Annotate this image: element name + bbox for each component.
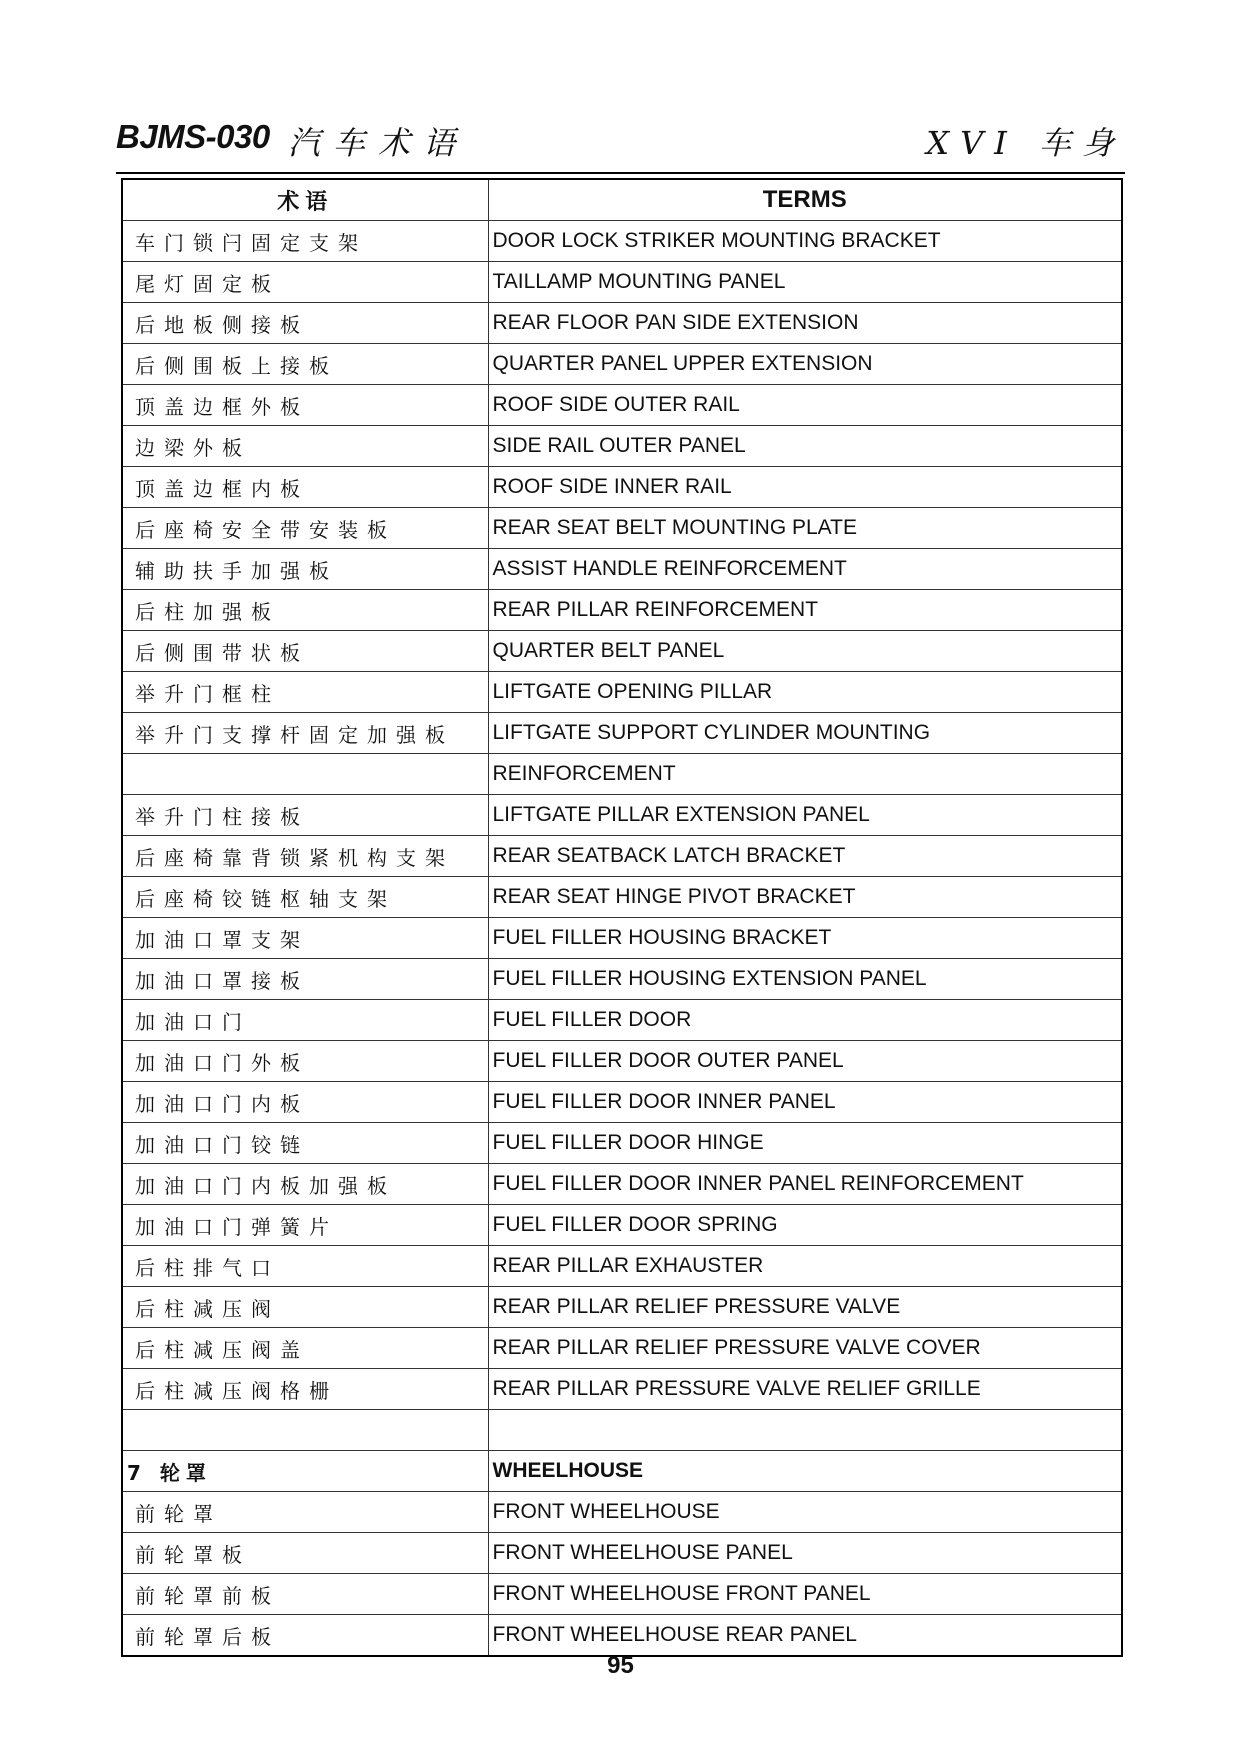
table-row (122, 836, 1122, 877)
term-chinese: 加油口门弹簧片 (122, 1205, 488, 1246)
term-chinese: 辅助扶手加强板 (122, 549, 488, 590)
table-row (122, 754, 1122, 795)
term-english: REAR SEAT BELT MOUNTING PLATE (488, 508, 1122, 549)
term-english: QUARTER BELT PANEL (488, 631, 1122, 672)
table-row (122, 262, 1122, 303)
page-header (116, 112, 1125, 172)
term-english: FUEL FILLER DOOR HINGE (488, 1123, 1122, 1164)
table-row (122, 1410, 1122, 1451)
term-chinese: 前轮罩前板 (122, 1574, 488, 1615)
table-row (122, 1246, 1122, 1287)
term-english: REAR PILLAR EXHAUSTER (488, 1246, 1122, 1287)
term-chinese: 后侧围板上接板 (122, 344, 488, 385)
term-chinese: 加油口门铰链 (122, 1123, 488, 1164)
table-row (122, 1533, 1122, 1574)
term-chinese: 车门锁闩固定支架 (122, 221, 488, 262)
table-row (122, 1287, 1122, 1328)
table-row (122, 385, 1122, 426)
term-english: FRONT WHEELHOUSE FRONT PANEL (488, 1574, 1122, 1615)
term-english: FUEL FILLER DOOR OUTER PANEL (488, 1041, 1122, 1082)
term-chinese: 后柱排气口 (122, 1246, 488, 1287)
term-chinese: 后座椅安全带安装板 (122, 508, 488, 549)
table-row (122, 672, 1122, 713)
term-chinese: 后柱加强板 (122, 590, 488, 631)
table-row (122, 1205, 1122, 1246)
table-row (122, 303, 1122, 344)
header-rule (116, 172, 1125, 174)
term-english: LIFTGATE SUPPORT CYLINDER MOUNTING (488, 713, 1122, 754)
table-row (122, 549, 1122, 590)
table-row (122, 467, 1122, 508)
term-chinese: 加油口门内板 (122, 1082, 488, 1123)
term-english: ASSIST HANDLE REINFORCEMENT (488, 549, 1122, 590)
section-heading-row (122, 1451, 1122, 1492)
term-chinese: 后座椅铰链枢轴支架 (122, 877, 488, 918)
term-english: DOOR LOCK STRIKER MOUNTING BRACKET (488, 221, 1122, 262)
table-row (122, 631, 1122, 672)
terms-table (121, 178, 1123, 1657)
term-english: ROOF SIDE OUTER RAIL (488, 385, 1122, 426)
table-row (122, 1041, 1122, 1082)
term-english: TAILLAMP MOUNTING PANEL (488, 262, 1122, 303)
term-english: REAR PILLAR RELIEF PRESSURE VALVE (488, 1287, 1122, 1328)
term-chinese: 顶盖边框外板 (122, 385, 488, 426)
page-number: 95 (607, 1652, 634, 1679)
term-chinese: 边梁外板 (122, 426, 488, 467)
table-row (122, 918, 1122, 959)
table-row (122, 1369, 1122, 1410)
term-chinese: 加油口门外板 (122, 1041, 488, 1082)
term-chinese: 加油口罩接板 (122, 959, 488, 1000)
term-english: FRONT WHEELHOUSE REAR PANEL (488, 1615, 1122, 1657)
section-title: XVI 车身 (926, 124, 1125, 162)
table-row (122, 877, 1122, 918)
term-chinese: 前轮罩后板 (122, 1615, 488, 1657)
term-chinese: 前轮罩 (122, 1492, 488, 1533)
table-row (122, 1574, 1122, 1615)
table-row (122, 1492, 1122, 1533)
term-chinese: 后地板侧接板 (122, 303, 488, 344)
table-row (122, 1123, 1122, 1164)
term-english: REINFORCEMENT (488, 754, 1122, 795)
term-english: QUARTER PANEL UPPER EXTENSION (488, 344, 1122, 385)
term-english: FUEL FILLER HOUSING EXTENSION PANEL (488, 959, 1122, 1000)
term-english: FUEL FILLER DOOR INNER PANEL REINFORCEMENT (488, 1164, 1122, 1205)
term-chinese: 后座椅靠背锁紧机构支架 (122, 836, 488, 877)
term-english: SIDE RAIL OUTER PANEL (488, 426, 1122, 467)
term-chinese (122, 1410, 488, 1451)
term-english: REAR PILLAR PRESSURE VALVE RELIEF GRILLE (488, 1369, 1122, 1410)
term-english: ROOF SIDE INNER RAIL (488, 467, 1122, 508)
term-chinese: 举升门支撑杆固定加强板 (122, 713, 488, 754)
term-chinese: 顶盖边框内板 (122, 467, 488, 508)
term-english (488, 1410, 1122, 1451)
table-row (122, 959, 1122, 1000)
term-chinese: 后柱减压阀盖 (122, 1328, 488, 1369)
table-row (122, 713, 1122, 754)
table-row (122, 795, 1122, 836)
term-english: LIFTGATE OPENING PILLAR (488, 672, 1122, 713)
document-title: 汽车术语 (288, 124, 469, 162)
term-chinese: 加油口门内板加强板 (122, 1164, 488, 1205)
table-row (122, 426, 1122, 467)
term-english: FUEL FILLER DOOR (488, 1000, 1122, 1041)
term-chinese: 后柱减压阀 (122, 1287, 488, 1328)
table-row (122, 221, 1122, 262)
term-chinese: 尾灯固定板 (122, 262, 488, 303)
column-header-terms: TERMS (488, 179, 1122, 221)
table-row (122, 1000, 1122, 1041)
term-english: WHEELHOUSE (488, 1451, 1122, 1492)
term-english: FUEL FILLER DOOR SPRING (488, 1205, 1122, 1246)
table-row (122, 1082, 1122, 1123)
term-chinese: 举升门框柱 (122, 672, 488, 713)
table-row (122, 1164, 1122, 1205)
table-row (122, 1328, 1122, 1369)
term-english: REAR SEATBACK LATCH BRACKET (488, 836, 1122, 877)
table-header-row (122, 179, 1122, 221)
term-chinese: 加油口罩支架 (122, 918, 488, 959)
term-english: FUEL FILLER HOUSING BRACKET (488, 918, 1122, 959)
column-header-chinese: 术语 (122, 179, 488, 221)
term-english: REAR PILLAR RELIEF PRESSURE VALVE COVER (488, 1328, 1122, 1369)
term-chinese: 举升门柱接板 (122, 795, 488, 836)
term-english: REAR PILLAR REINFORCEMENT (488, 590, 1122, 631)
table-row (122, 1615, 1122, 1657)
term-chinese: 后柱减压阀格栅 (122, 1369, 488, 1410)
terms-table-body (122, 221, 1122, 1657)
term-english: LIFTGATE PILLAR EXTENSION PANEL (488, 795, 1122, 836)
table-row (122, 344, 1122, 385)
term-chinese (122, 754, 488, 795)
term-english: REAR SEAT HINGE PIVOT BRACKET (488, 877, 1122, 918)
term-chinese: 7 轮罩 (122, 1451, 488, 1492)
term-chinese: 前轮罩板 (122, 1533, 488, 1574)
table-row (122, 508, 1122, 549)
term-chinese: 后侧围带状板 (122, 631, 488, 672)
term-english: REAR FLOOR PAN SIDE EXTENSION (488, 303, 1122, 344)
document-code: BJMS-030 (116, 118, 270, 155)
term-chinese: 加油口门 (122, 1000, 488, 1041)
term-english: FRONT WHEELHOUSE PANEL (488, 1533, 1122, 1574)
table-row (122, 590, 1122, 631)
term-english: FRONT WHEELHOUSE (488, 1492, 1122, 1533)
term-english: FUEL FILLER DOOR INNER PANEL (488, 1082, 1122, 1123)
